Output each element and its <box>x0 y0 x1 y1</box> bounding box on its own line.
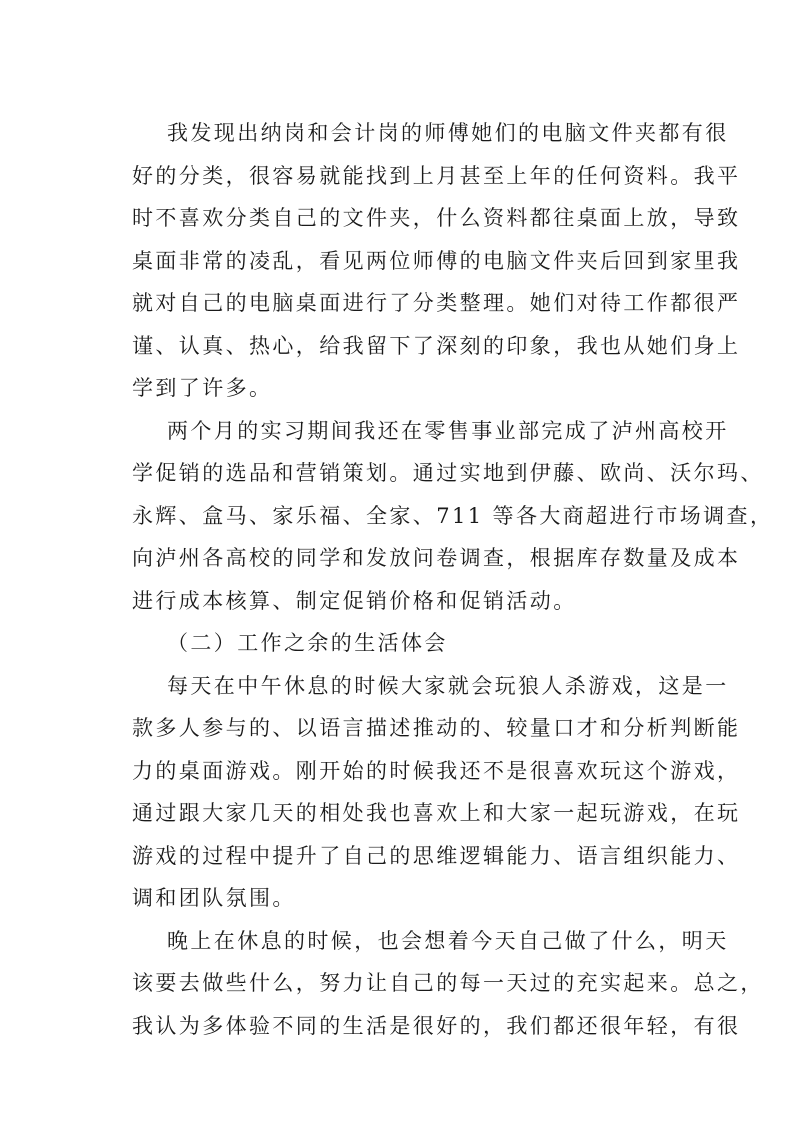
text-line: 每天在中午休息的时候大家就会玩狼人杀游戏，这是一 <box>167 673 729 698</box>
text-line: 向泸州各高校的同学和发放问卷调查，根据库存数量及成本 <box>132 546 741 570</box>
text-line: 进行成本核算、制定促销价格和促销活动。 <box>132 588 577 613</box>
text-line: 款多人参与的、以语言描述推动的、较量口才和分析判断能 <box>132 716 741 740</box>
text-line: 永辉、盒马、家乐福、全家、711 等各大商超进行市场调查， <box>132 503 774 528</box>
section-heading <box>132 622 688 665</box>
paragraph <box>132 410 774 623</box>
text-line: 就对自己的电脑桌面进行了分类整理。她们对待工作都很严 <box>132 291 741 315</box>
document-body <box>132 112 774 1047</box>
paragraph <box>132 112 741 410</box>
text-line: 通过跟大家几天的相处我也喜欢上和大家一起玩游戏，在玩 <box>132 801 741 825</box>
paragraph <box>132 920 764 1048</box>
text-line: 两个月的实习期间我还在零售事业部完成了泸州高校开 <box>167 418 729 443</box>
text-line: 游戏的过程中提升了自己的思维逻辑能力、语言组织能力、 <box>132 843 741 868</box>
text-line: 谨、认真、热心，给我留下了深刻的印象，我也从她们身上 <box>132 333 741 358</box>
text-line: 调和团队氛围。 <box>132 886 296 910</box>
text-line: 学到了许多。 <box>132 376 273 400</box>
text-line: 学促销的选品和营销策划。通过实地到伊藤、欧尚、沃尔玛、 <box>132 461 764 485</box>
text-line: 时不喜欢分类自己的文件夹，什么资料都往桌面上放，导致 <box>132 206 741 230</box>
text-line: 桌面非常的凌乱，看见两位师傅的电脑文件夹后回到家里我 <box>132 248 741 273</box>
text-line: 我认为多体验不同的生活是很好的，我们都还很年轻，有很 <box>132 1013 741 1038</box>
text-line: 晚上在休息的时候，也会想着今天自己做了什么，明天 <box>167 928 729 953</box>
text-line: 好的分类，很容易就能找到上月甚至上年的任何资料。我平 <box>132 163 741 188</box>
text-line: （二）工作之余的生活体会 <box>167 631 448 655</box>
text-line: 力的桌面游戏。刚开始的时候我还不是很喜欢玩这个游戏， <box>132 758 741 783</box>
paragraph <box>132 665 741 920</box>
text-line: 我发现出纳岗和会计岗的师傅她们的电脑文件夹都有很 <box>167 121 729 145</box>
text-line: 该要去做些什么，努力让自己的每一天过的充实起来。总之， <box>132 971 764 995</box>
